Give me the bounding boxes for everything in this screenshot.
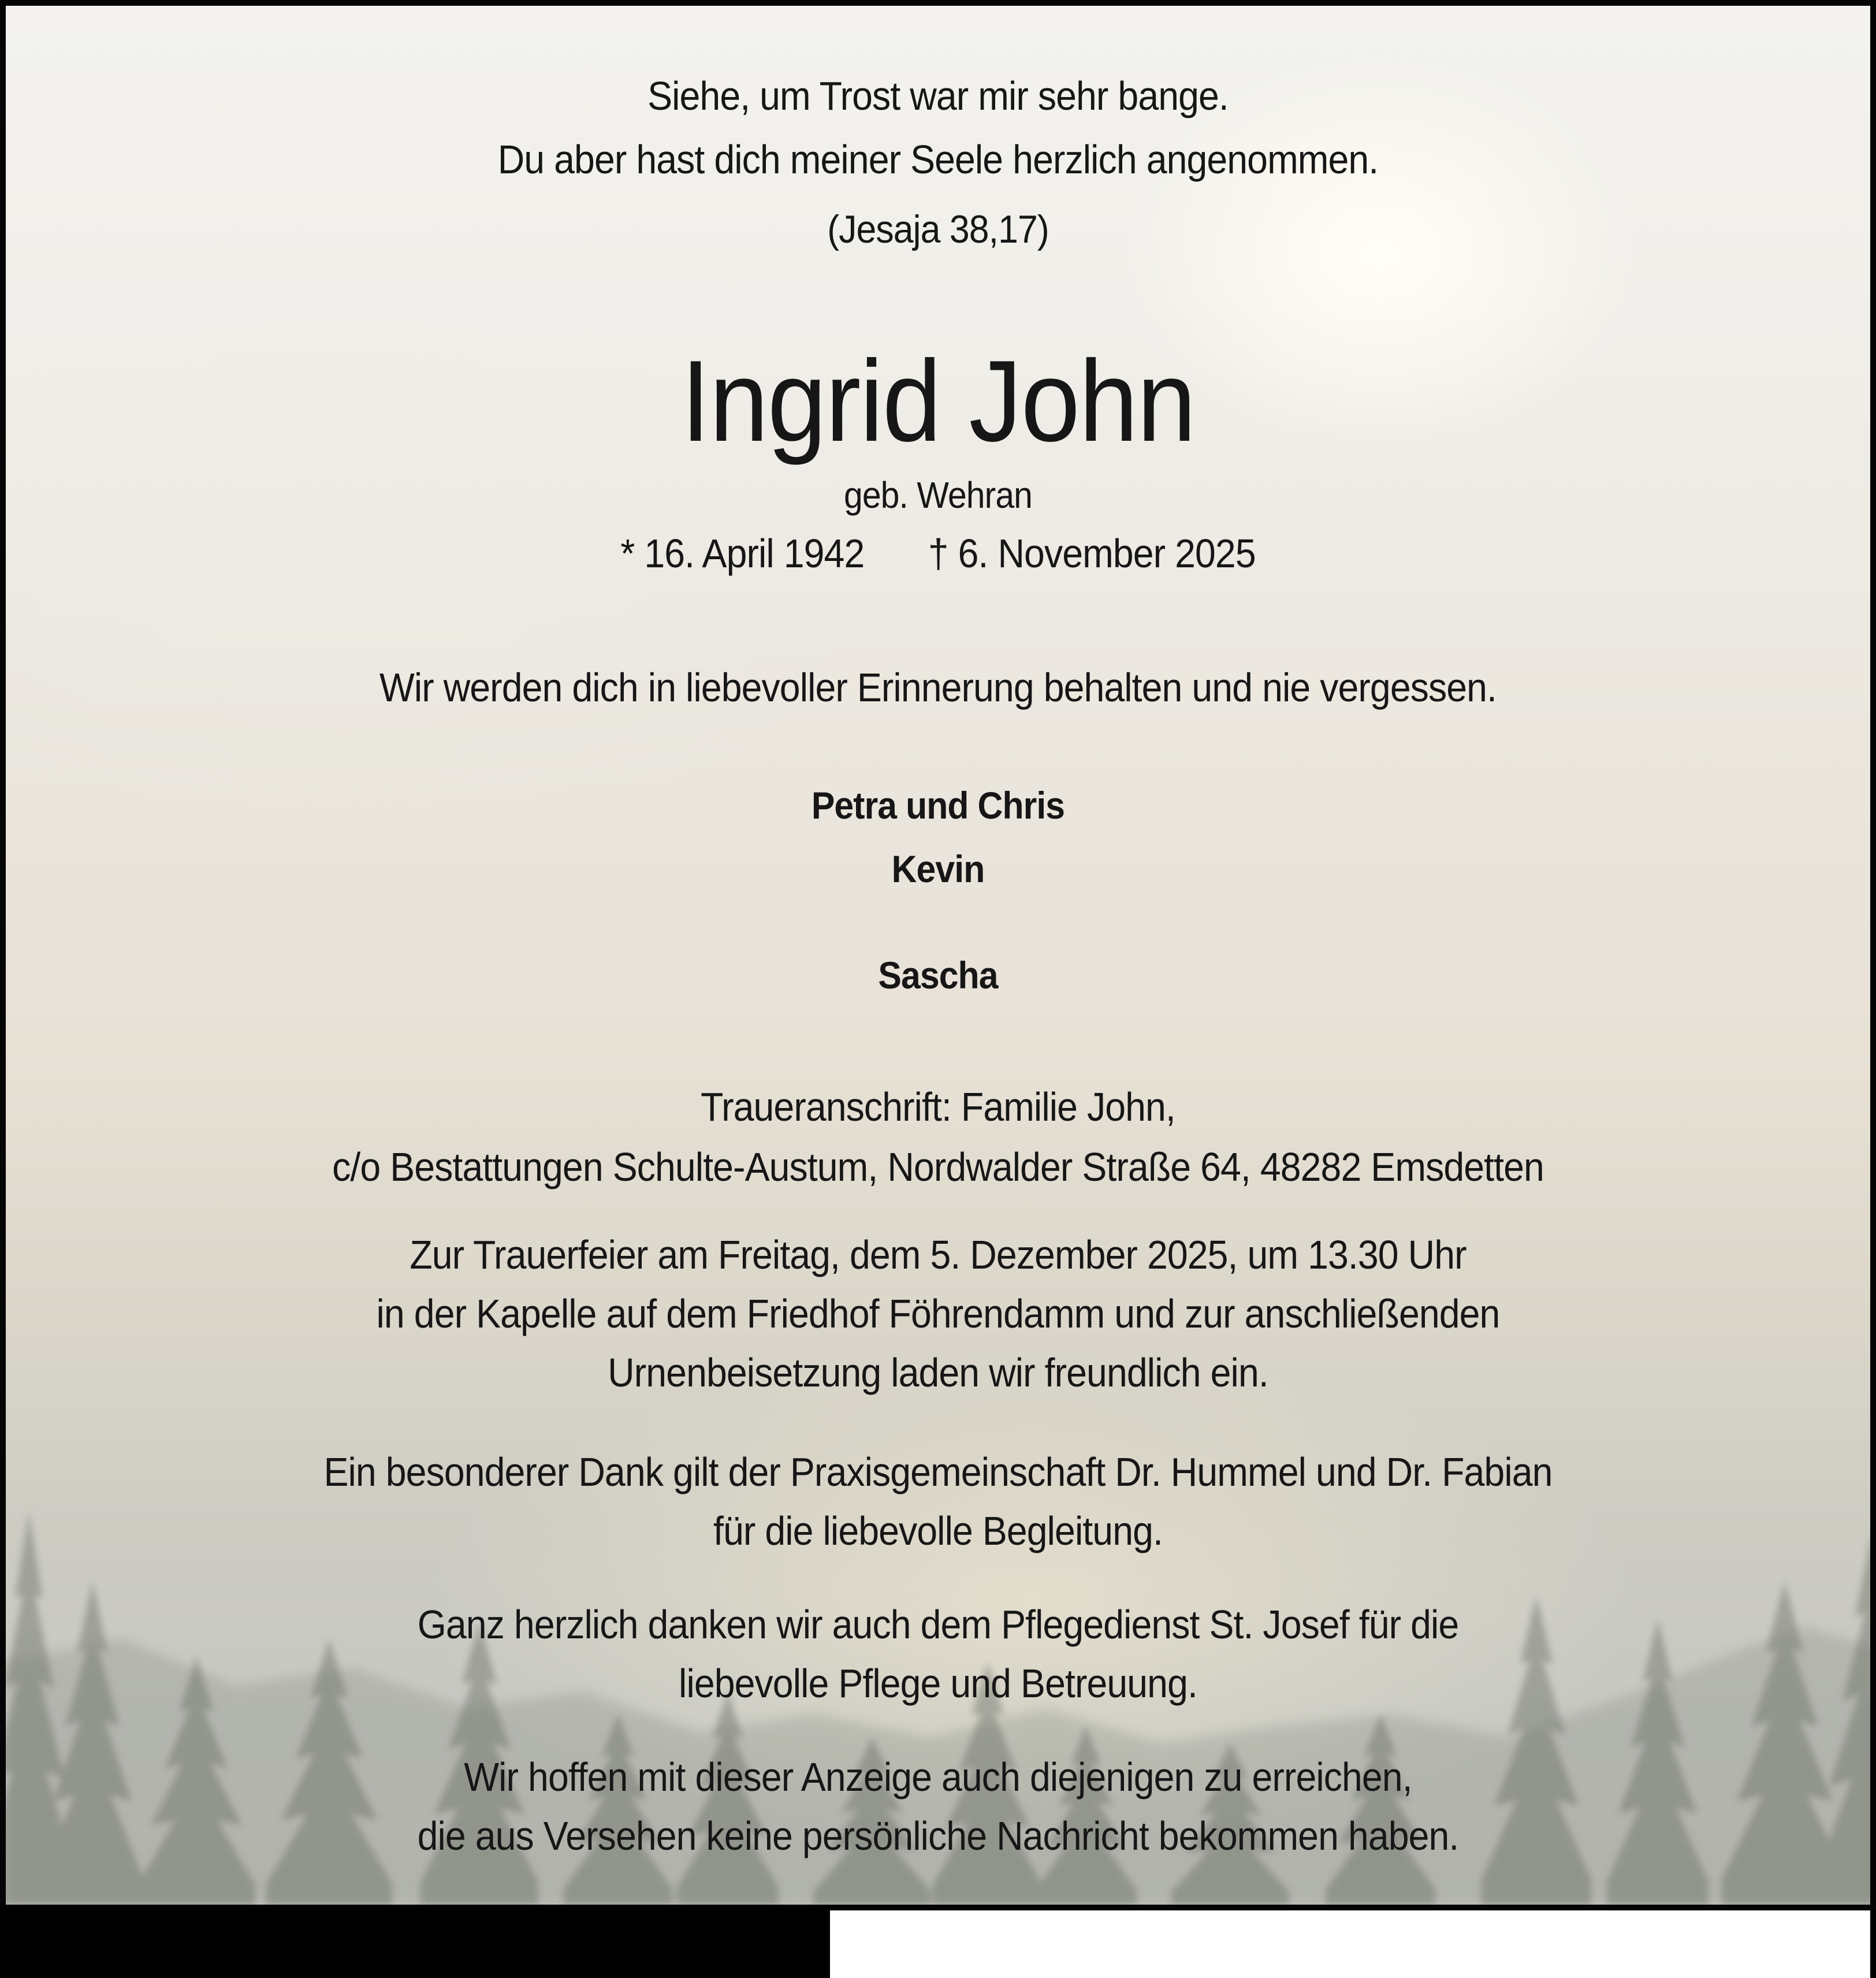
notice-line-1: Wir hoffen mit dieser Anzeige auch diejenigen zu erreichen, bbox=[464, 1754, 1412, 1799]
address-line-1: Traueranschrift: Familie John, bbox=[701, 1084, 1175, 1129]
address-line-2: c/o Bestattungen Schulte-Austum, Nordwalder Straße 64, 48282 Emsdetten bbox=[332, 1144, 1544, 1189]
quote-line-1: Siehe, um Trost war mir sehr bange. bbox=[647, 73, 1229, 118]
mourner-petra-chris: Petra und Chris bbox=[811, 784, 1065, 827]
mourner-kevin: Kevin bbox=[891, 847, 985, 890]
service-line-1: Zur Trauerfeier am Freitag, dem 5. Dezember 2025, um 13.30 Uhr bbox=[410, 1232, 1466, 1277]
birth-date: * 16. April 1942 bbox=[620, 531, 865, 576]
mourner-sascha: Sascha bbox=[878, 954, 998, 997]
notice-line-2: die aus Versehen keine persönliche Nachricht bekommen haben. bbox=[417, 1813, 1459, 1858]
quote-source: (Jesaja 38,17) bbox=[827, 207, 1049, 251]
life-dates bbox=[80, 531, 1796, 576]
thanks-doctors-line-1: Ein besonderer Dank gilt der Praxisgemeinschaft Dr. Hummel und Dr. Fabian bbox=[323, 1449, 1553, 1494]
quote-line-2: Du aber hast dich meiner Seele herzlich angenommen. bbox=[497, 137, 1379, 182]
death-date: † 6. November 2025 bbox=[928, 531, 1256, 576]
thanks-doctors-line-2: für die liebevolle Begleitung. bbox=[713, 1508, 1163, 1553]
maiden-name: geb. Wehran bbox=[844, 474, 1032, 516]
deceased-name: Ingrid John bbox=[680, 337, 1196, 466]
thanks-care-line-1: Ganz herzlich danken wir auch dem Pflegedienst St. Josef für die bbox=[417, 1602, 1459, 1647]
service-line-3: Urnenbeisetzung laden wir freundlich ein. bbox=[608, 1350, 1268, 1395]
bottom-black-block bbox=[0, 1905, 830, 1978]
obituary-text bbox=[80, 6, 1796, 1905]
service-line-2: in der Kapelle auf dem Friedhof Föhrendamm und zur anschließenden bbox=[376, 1291, 1500, 1336]
thanks-care-line-2: liebevolle Pflege und Betreuung. bbox=[679, 1661, 1197, 1706]
bottom-white-block bbox=[830, 1910, 1870, 1978]
remembrance-line: Wir werden dich in liebevoller Erinnerung behalten und nie vergessen. bbox=[379, 665, 1497, 710]
